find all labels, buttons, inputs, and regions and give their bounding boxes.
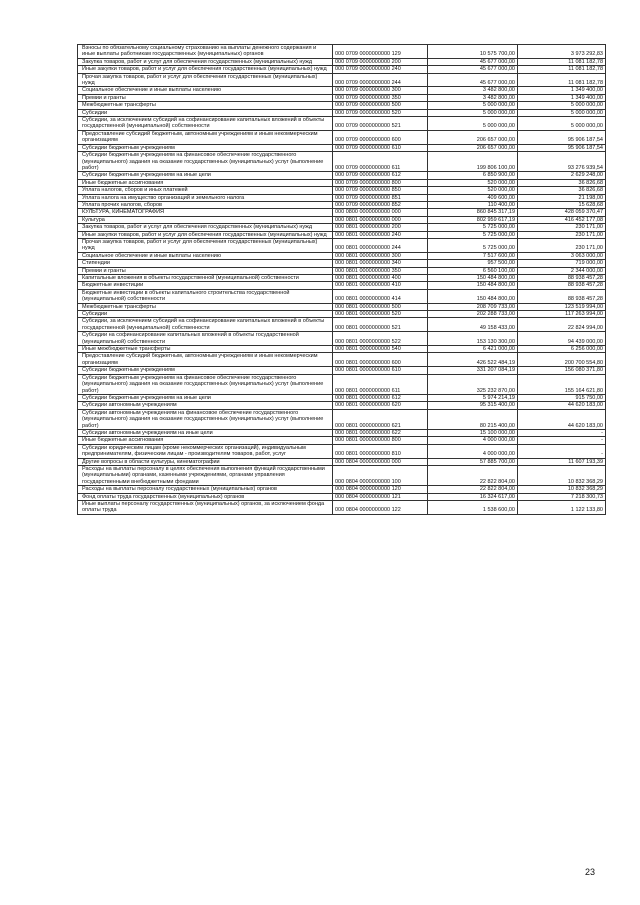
row-name-cell: Межбюджетные трансферты [78, 303, 333, 310]
row-name-cell: Субсидии бюджетным учреждениям [78, 144, 333, 151]
row-name-cell: Субсидии юридическим лицам (кроме некоммерческих организаций), индивидуальным предпринимателям, физическим лицам - производителям товаров, работ, услуг [78, 444, 333, 458]
row-fact-cell: 36 826,68 [518, 179, 606, 186]
row-name-cell: Субсидии [78, 109, 333, 116]
table-row [78, 493, 606, 500]
table-row [78, 109, 606, 116]
row-fact-cell: 88 938 457,28 [518, 282, 606, 289]
table-row [78, 102, 606, 109]
row-name-cell: Субсидии бюджетным учреждениям на финансовое обеспечение государственного (муниципального) задания на оказание государственных (муниципальных) услуг (выполнение работ) [78, 152, 333, 172]
row-plan-cell: 3 482 800,00 [428, 94, 518, 101]
row-fact-cell: 15 628,68 [518, 201, 606, 208]
table-row [78, 429, 606, 436]
row-code-cell: 000 0709 0000000000 244 [333, 73, 428, 87]
row-code-cell: 000 0801 0000000000 240 [333, 231, 428, 238]
row-code-cell: 000 0804 0000000000 121 [333, 493, 428, 500]
row-name-cell: Субсидии бюджетным учреждениям на иные цели [78, 172, 333, 179]
row-code-cell: 000 0709 0000000000 520 [333, 109, 428, 116]
row-code-cell: 000 0709 0000000000 200 [333, 58, 428, 65]
row-fact-cell: 416 452 177,08 [518, 216, 606, 223]
row-plan-cell: 7 517 600,00 [428, 252, 518, 259]
table-row [78, 289, 606, 303]
row-plan-cell: 57 885 700,00 [428, 458, 518, 465]
row-fact-cell: 5 000 000,00 [518, 102, 606, 109]
row-fact-cell: 1 349 400,00 [518, 87, 606, 94]
row-fact-cell: 7 218 300,73 [518, 493, 606, 500]
row-name-cell: Субсидии на софинансирование капитальных вложений в объекты государственной (муниципальной) собственности [78, 332, 333, 346]
row-plan-cell: 6 421 000,00 [428, 346, 518, 353]
row-fact-cell: 156 080 371,80 [518, 367, 606, 374]
row-plan-cell: 15 100 000,00 [428, 429, 518, 436]
row-fact-cell: 95 906 187,54 [518, 130, 606, 144]
row-code-cell: 000 0804 0000000000 000 [333, 458, 428, 465]
table-row [78, 311, 606, 318]
row-name-cell: Расходы на выплаты персоналу государственных (муниципальных) органов [78, 486, 333, 493]
row-plan-cell: 80 215 400,00 [428, 409, 518, 429]
row-code-cell: 000 0801 0000000000 300 [333, 252, 428, 259]
row-code-cell: 000 0804 0000000000 122 [333, 501, 428, 515]
row-name-cell: Субсидии автономным учреждениям на финансовое обеспечение государственного (муниципального) задания на оказание государственных (муниципальных) услуг (выполнение работ) [78, 409, 333, 429]
row-plan-cell: 5 974 214,19 [428, 394, 518, 401]
row-code-cell: 000 0801 0000000000 611 [333, 374, 428, 394]
row-name-cell: Иные выплаты персоналу государственных (муниципальных) органов, за исключением фонда оплаты труда [78, 501, 333, 515]
row-code-cell: 000 0709 0000000000 600 [333, 130, 428, 144]
row-fact-cell: 11 081 182,78 [518, 66, 606, 73]
row-plan-cell: 5 000 000,00 [428, 117, 518, 131]
row-plan-cell: 5 725 000,00 [428, 224, 518, 231]
row-name-cell: Закупка товаров, работ и услуг для обеспечения государственных (муниципальных) нужд [78, 58, 333, 65]
table-row [78, 409, 606, 429]
row-name-cell: Иные закупки товаров, работ и услуг для обеспечения государственных (муниципальных) нужд [78, 231, 333, 238]
table-row [78, 486, 606, 493]
row-plan-cell: 409 600,00 [428, 194, 518, 201]
row-name-cell: Предоставление субсидий бюджетным, автономным учреждениям и иным некоммерческим организациям [78, 130, 333, 144]
row-plan-cell: 95 315 400,00 [428, 402, 518, 409]
row-code-cell: 000 0801 0000000000 000 [333, 216, 428, 223]
table-row [78, 152, 606, 172]
row-plan-cell: 153 130 300,00 [428, 332, 518, 346]
row-plan-cell: 802 959 617,19 [428, 216, 518, 223]
row-name-cell: Иные бюджетные ассигнования [78, 437, 333, 444]
row-plan-cell: 10 575 700,00 [428, 45, 518, 59]
row-plan-cell: 520 000,00 [428, 187, 518, 194]
row-plan-cell: 199 806 100,00 [428, 152, 518, 172]
row-code-cell: 000 0801 0000000000 810 [333, 444, 428, 458]
row-fact-cell: 200 700 554,80 [518, 353, 606, 367]
row-plan-cell: 331 207 084,19 [428, 367, 518, 374]
row-fact-cell: 3 973 292,83 [518, 45, 606, 59]
row-plan-cell: 5 725 000,00 [428, 231, 518, 238]
row-code-cell: 000 0801 0000000000 244 [333, 238, 428, 252]
row-fact-cell: 3 063 000,00 [518, 252, 606, 259]
row-plan-cell: 5 000 000,00 [428, 109, 518, 116]
page-number: 23 [585, 867, 596, 877]
table-row [78, 66, 606, 73]
table-row [78, 394, 606, 401]
row-name-cell: Субсидии [78, 311, 333, 318]
table-row [78, 231, 606, 238]
row-code-cell: 000 0801 0000000000 520 [333, 311, 428, 318]
row-code-cell: 000 0801 0000000000 350 [333, 267, 428, 274]
row-name-cell: Предоставление субсидий бюджетным, автономным учреждениям и иным некоммерческим организациям [78, 353, 333, 367]
row-code-cell: 000 0801 0000000000 612 [333, 394, 428, 401]
budget-expenditure-table [77, 44, 606, 515]
row-plan-cell: 5 000 000,00 [428, 102, 518, 109]
row-name-cell: Другие вопросы в области культуры, кинематографии [78, 458, 333, 465]
table-row [78, 267, 606, 274]
table-row [78, 94, 606, 101]
row-plan-cell: 202 288 733,00 [428, 311, 518, 318]
row-name-cell: Фонд оплаты труда государственных (муниципальных) органов [78, 493, 333, 500]
row-fact-cell: 1 122 133,80 [518, 501, 606, 515]
row-code-cell: 000 0709 0000000000 350 [333, 94, 428, 101]
table-row [78, 194, 606, 201]
row-fact-cell: 36 826,68 [518, 187, 606, 194]
table-row [78, 260, 606, 267]
row-code-cell: 000 0801 0000000000 414 [333, 289, 428, 303]
row-name-cell: Премии и гранты [78, 94, 333, 101]
row-name-cell: Социальное обеспечение и иные выплаты населению [78, 252, 333, 259]
row-plan-cell: 1 538 600,00 [428, 501, 518, 515]
row-name-cell: КУЛЬТУРА, КИНЕМАТОГРАФИЯ [78, 209, 333, 216]
row-fact-cell: 93 276 939,54 [518, 152, 606, 172]
row-name-cell: Межбюджетные трансферты [78, 102, 333, 109]
table-row [78, 45, 606, 59]
row-plan-cell: 520 000,00 [428, 179, 518, 186]
row-plan-cell: 45 677 000,00 [428, 66, 518, 73]
row-fact-cell: - [518, 429, 606, 436]
row-fact-cell: 5 000 000,00 [518, 117, 606, 131]
row-code-cell: 000 0804 0000000000 100 [333, 465, 428, 485]
row-plan-cell: 957 500,00 [428, 260, 518, 267]
table-row [78, 353, 606, 367]
row-plan-cell: 208 709 733,00 [428, 303, 518, 310]
row-code-cell: 000 0801 0000000000 621 [333, 409, 428, 429]
row-fact-cell: 10 832 368,29 [518, 465, 606, 485]
row-plan-cell: 45 677 000,00 [428, 58, 518, 65]
table-row [78, 238, 606, 252]
row-code-cell: 000 0709 0000000000 851 [333, 194, 428, 201]
table-row [78, 224, 606, 231]
row-code-cell: 000 0800 0000000000 000 [333, 209, 428, 216]
row-name-cell: Культура [78, 216, 333, 223]
row-code-cell: 000 0709 0000000000 500 [333, 102, 428, 109]
row-code-cell: 000 0709 0000000000 240 [333, 66, 428, 73]
table-row [78, 187, 606, 194]
row-fact-cell: 230 171,00 [518, 231, 606, 238]
row-code-cell: 000 0801 0000000000 622 [333, 429, 428, 436]
row-fact-cell: 10 832 368,29 [518, 486, 606, 493]
row-name-cell: Прочая закупка товаров, работ и услуг для обеспечения государственных (муниципальных) нужд [78, 73, 333, 87]
row-plan-cell: 206 657 000,00 [428, 144, 518, 151]
row-name-cell: Уплата налогов, сборов и иных платежей [78, 187, 333, 194]
row-name-cell: Прочая закупка товаров, работ и услуг для обеспечения государственных (муниципальных) нужд [78, 238, 333, 252]
row-plan-cell: 150 484 800,00 [428, 275, 518, 282]
row-name-cell: Субсидии, за исключением субсидий на софинансирование капитальных вложений в объекты государственной (муниципальной) собственности [78, 117, 333, 131]
table-row [78, 117, 606, 131]
row-fact-cell: 22 824 994,00 [518, 318, 606, 332]
table-row [78, 444, 606, 458]
row-fact-cell: 1 349 400,00 [518, 94, 606, 101]
row-fact-cell: 5 000 000,00 [518, 109, 606, 116]
table-row [78, 172, 606, 179]
row-fact-cell: 11 607 193,39 [518, 458, 606, 465]
row-code-cell: 000 0801 0000000000 600 [333, 353, 428, 367]
row-code-cell: 000 0709 0000000000 612 [333, 172, 428, 179]
table-row [78, 402, 606, 409]
row-plan-cell: 4 000 000,00 [428, 437, 518, 444]
row-fact-cell: 11 081 182,78 [518, 58, 606, 65]
row-code-cell: 000 0801 0000000000 540 [333, 346, 428, 353]
table-row [78, 374, 606, 394]
row-fact-cell: 88 938 457,28 [518, 289, 606, 303]
table-row [78, 130, 606, 144]
row-code-cell: 000 0709 0000000000 610 [333, 144, 428, 151]
row-name-cell: Взносы по обязательному социальному страхованию на выплаты денежного содержания и иные выплаты работникам государственных (муниципальных) органов [78, 45, 333, 59]
row-fact-cell: 2 629 248,00 [518, 172, 606, 179]
row-code-cell: 000 0801 0000000000 400 [333, 275, 428, 282]
row-fact-cell: - [518, 437, 606, 444]
table-row [78, 501, 606, 515]
row-plan-cell: 22 822 804,00 [428, 465, 518, 485]
table-row [78, 465, 606, 485]
table-row [78, 58, 606, 65]
row-fact-cell: 230 171,00 [518, 224, 606, 231]
row-name-cell: Субсидии автономным учреждениям на иные цели [78, 429, 333, 436]
row-code-cell: 000 0801 0000000000 410 [333, 282, 428, 289]
row-fact-cell: 719 000,00 [518, 260, 606, 267]
row-fact-cell: 2 344 000,00 [518, 267, 606, 274]
row-name-cell: Бюджетные инвестиции [78, 282, 333, 289]
table-body [78, 45, 606, 515]
table-row [78, 282, 606, 289]
row-code-cell: 000 0709 0000000000 611 [333, 152, 428, 172]
table-row [78, 332, 606, 346]
table-row [78, 437, 606, 444]
row-fact-cell: 44 620 183,00 [518, 409, 606, 429]
row-fact-cell: 6 256 000,00 [518, 346, 606, 353]
row-plan-cell: 3 482 800,00 [428, 87, 518, 94]
row-plan-cell: 5 725 000,00 [428, 238, 518, 252]
budget-table-container [77, 44, 605, 515]
row-fact-cell: 94 439 000,00 [518, 332, 606, 346]
row-plan-cell: 325 232 870,00 [428, 374, 518, 394]
row-name-cell: Стипендии [78, 260, 333, 267]
row-name-cell: Субсидии, за исключением субсидий на софинансирование капитальных вложений в объекты государственной (муниципальной) собственности [78, 318, 333, 332]
row-code-cell: 000 0804 0000000000 120 [333, 486, 428, 493]
row-name-cell: Социальное обеспечение и иные выплаты населению [78, 87, 333, 94]
row-fact-cell: 88 938 457,28 [518, 275, 606, 282]
row-name-cell: Иные закупки товаров, работ и услуг для обеспечения государственных (муниципальных) нужд [78, 66, 333, 73]
row-code-cell: 000 0801 0000000000 200 [333, 224, 428, 231]
row-code-cell: 000 0801 0000000000 500 [333, 303, 428, 310]
row-name-cell: Иные межбюджетные трансферты [78, 346, 333, 353]
table-row [78, 144, 606, 151]
row-fact-cell: 155 164 621,80 [518, 374, 606, 394]
row-fact-cell: - [518, 444, 606, 458]
row-code-cell: 000 0709 0000000000 850 [333, 187, 428, 194]
row-plan-cell: 49 158 433,00 [428, 318, 518, 332]
row-code-cell: 000 0709 0000000000 521 [333, 117, 428, 131]
row-code-cell: 000 0801 0000000000 620 [333, 402, 428, 409]
table-row [78, 346, 606, 353]
row-name-cell: Субсидии бюджетным учреждениям на иные цели [78, 394, 333, 401]
table-row [78, 252, 606, 259]
row-name-cell: Премии и гранты [78, 267, 333, 274]
table-row [78, 209, 606, 216]
table-row [78, 216, 606, 223]
row-name-cell: Уплата налога на имущество организаций и земельного налога [78, 194, 333, 201]
row-code-cell: 000 0709 0000000000 300 [333, 87, 428, 94]
table-row [78, 303, 606, 310]
row-plan-cell: 426 522 484,19 [428, 353, 518, 367]
row-code-cell: 000 0801 0000000000 522 [333, 332, 428, 346]
row-plan-cell: 6 560 100,00 [428, 267, 518, 274]
row-name-cell: Субсидии бюджетным учреждениям на финансовое обеспечение государственного (муниципального) задания на оказание государственных (муниципальных) услуг (выполнение работ) [78, 374, 333, 394]
table-row [78, 458, 606, 465]
row-fact-cell: 44 620 183,00 [518, 402, 606, 409]
row-name-cell: Субсидии автономным учреждениям [78, 402, 333, 409]
row-plan-cell: 110 400,00 [428, 201, 518, 208]
row-plan-cell: 150 484 800,00 [428, 282, 518, 289]
row-fact-cell: 21 198,00 [518, 194, 606, 201]
row-plan-cell: 22 822 804,00 [428, 486, 518, 493]
row-code-cell: 000 0801 0000000000 610 [333, 367, 428, 374]
row-fact-cell: 11 081 182,78 [518, 73, 606, 87]
row-code-cell: 000 0709 0000000000 129 [333, 45, 428, 59]
row-plan-cell: 16 324 617,00 [428, 493, 518, 500]
row-fact-cell: 95 906 187,54 [518, 144, 606, 151]
table-row [78, 318, 606, 332]
table-row [78, 201, 606, 208]
table-row [78, 87, 606, 94]
row-plan-cell: 150 484 800,00 [428, 289, 518, 303]
row-fact-cell: 428 059 370,47 [518, 209, 606, 216]
row-code-cell: 000 0801 0000000000 340 [333, 260, 428, 267]
row-fact-cell: 915 750,00 [518, 394, 606, 401]
row-code-cell: 000 0801 0000000000 521 [333, 318, 428, 332]
row-plan-cell: 45 677 000,00 [428, 73, 518, 87]
row-fact-cell: 230 171,00 [518, 238, 606, 252]
table-row [78, 275, 606, 282]
row-fact-cell: 117 263 994,00 [518, 311, 606, 318]
row-plan-cell: 4 000 000,00 [428, 444, 518, 458]
row-plan-cell: 206 657 000,00 [428, 130, 518, 144]
row-plan-cell: 6 850 900,00 [428, 172, 518, 179]
row-name-cell: Иные бюджетные ассигнования [78, 179, 333, 186]
row-code-cell: 000 0709 0000000000 852 [333, 201, 428, 208]
row-name-cell: Расходы на выплаты персоналу в целях обеспечения выполнения функций государственными (муниципальными) органами, казенными учреждениями, органами управления государственными внебюджетными фондами [78, 465, 333, 485]
row-code-cell: 000 0709 0000000000 800 [333, 179, 428, 186]
row-name-cell: Закупка товаров, работ и услуг для обеспечения государственных (муниципальных) нужд [78, 224, 333, 231]
row-name-cell: Капитальные вложения в объекты государственной (муниципальной) собственности [78, 275, 333, 282]
table-row [78, 179, 606, 186]
row-name-cell: Субсидии бюджетным учреждениям [78, 367, 333, 374]
table-row [78, 367, 606, 374]
row-plan-cell: 860 845 317,19 [428, 209, 518, 216]
row-fact-cell: 123 519 994,00 [518, 303, 606, 310]
table-row [78, 73, 606, 87]
row-name-cell: Бюджетные инвестиции в объекты капитального строительства государственной (муниципальной) собственности [78, 289, 333, 303]
row-code-cell: 000 0801 0000000000 800 [333, 437, 428, 444]
row-name-cell: Уплата прочих налогов, сборов [78, 201, 333, 208]
